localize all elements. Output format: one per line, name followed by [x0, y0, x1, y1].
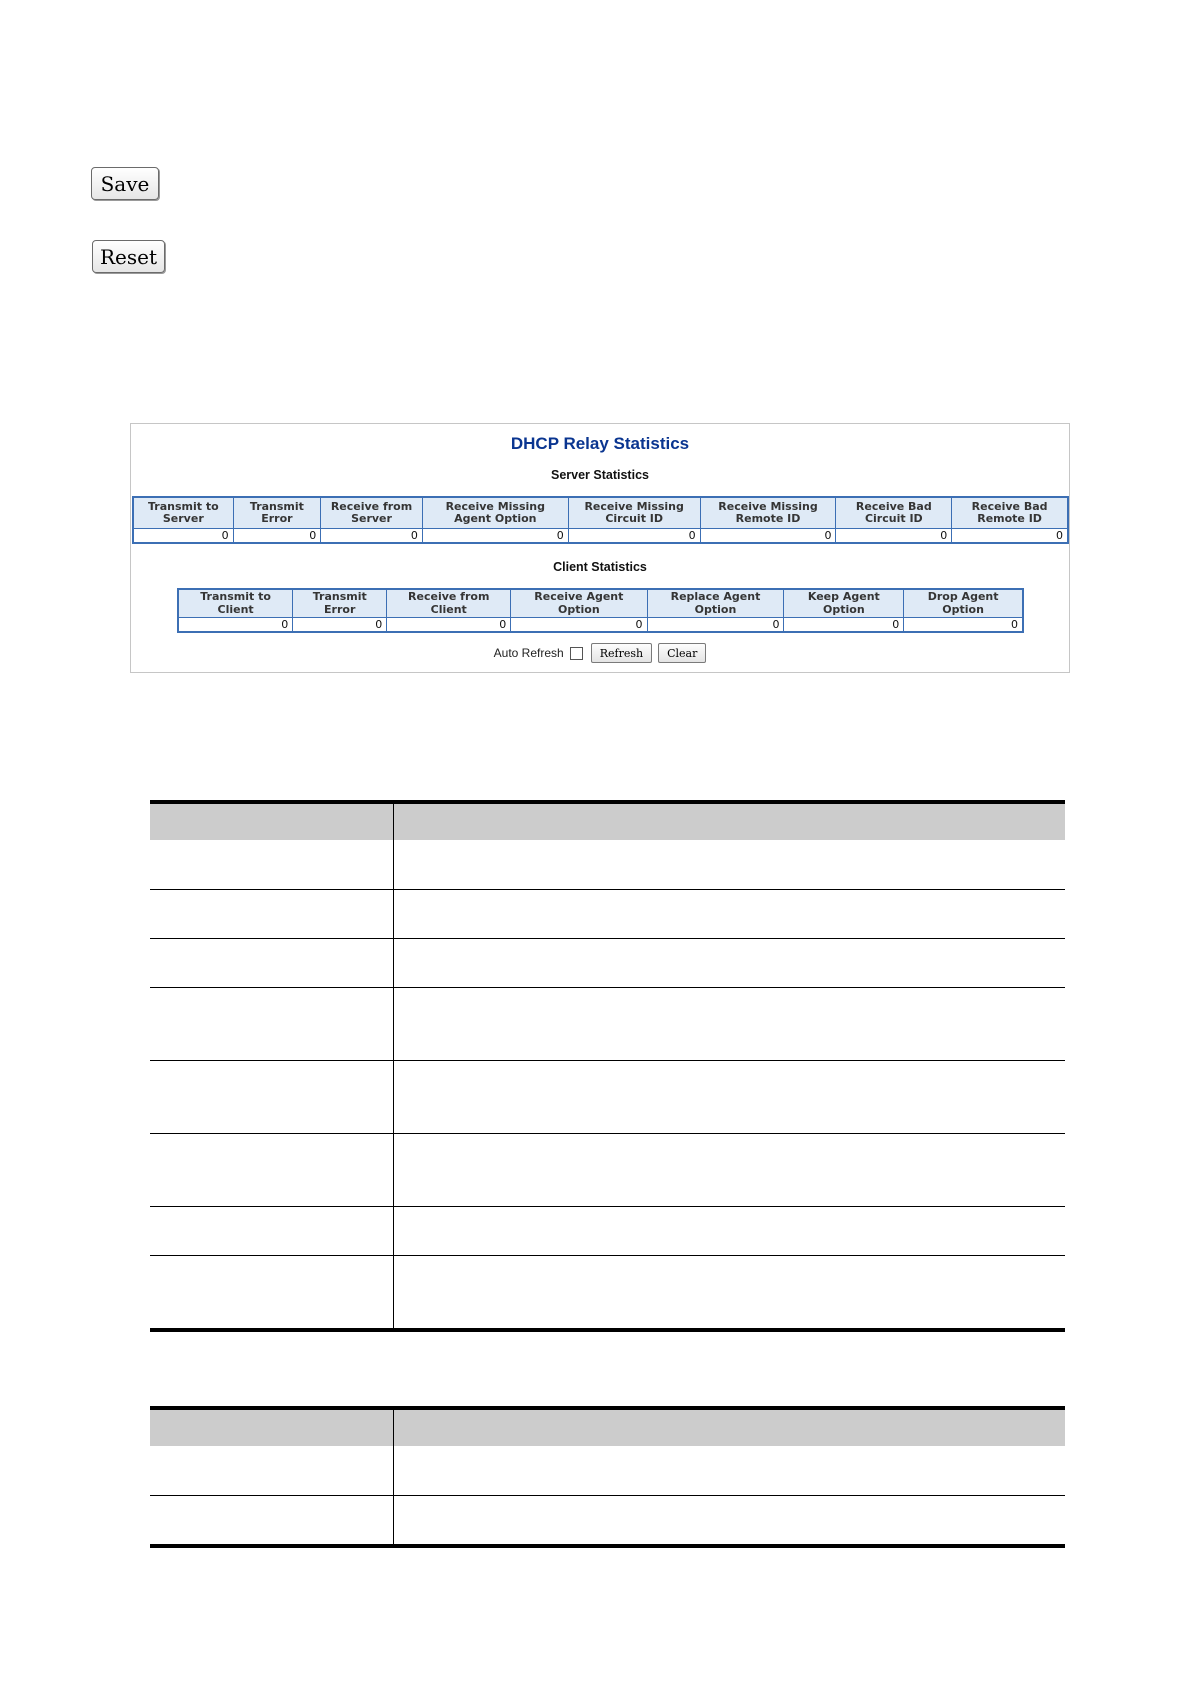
table-cell: 0	[293, 618, 387, 633]
table-header: Drop Agent Option	[904, 589, 1023, 618]
table-row	[150, 1133, 1065, 1206]
dhcp-relay-statistics-panel	[130, 423, 1070, 673]
table-cell: 0	[568, 529, 700, 544]
table-header: Transmit to Server	[133, 497, 233, 529]
table-header: Transmit Error	[293, 589, 387, 618]
client-statistics-title: Client Statistics	[553, 560, 647, 574]
table-cell: 0	[784, 618, 904, 633]
table-cell: 0	[904, 618, 1023, 633]
server-statistics-title: Server Statistics	[551, 468, 649, 482]
description-table-2	[150, 1410, 1065, 1544]
refresh-button[interactable]: Refresh	[591, 643, 652, 663]
reset-button[interactable]: Reset	[92, 240, 165, 273]
table-header: Receive Bad Remote ID	[952, 497, 1068, 529]
table-row	[150, 889, 1065, 938]
table-row	[178, 618, 1023, 633]
table-cell: 0	[233, 529, 321, 544]
table-header	[150, 1410, 394, 1446]
table-cell: 0	[511, 618, 647, 633]
clear-button[interactable]: Clear	[658, 643, 706, 663]
table-row	[150, 1060, 1065, 1133]
table-header: Transmit Error	[233, 497, 321, 529]
table-header: Receive Agent Option	[511, 589, 647, 618]
table-row	[150, 840, 1065, 889]
table-cell: 0	[387, 618, 511, 633]
panel-title: DHCP Relay Statistics	[510, 434, 690, 453]
table-cell: 0	[321, 529, 423, 544]
table-row	[150, 1206, 1065, 1255]
table-cell: 0	[422, 529, 568, 544]
table-row	[133, 529, 1068, 544]
table-bottom-rule	[150, 1544, 1065, 1548]
table-header	[394, 1410, 1066, 1446]
auto-refresh-checkbox[interactable]	[570, 647, 583, 660]
auto-refresh-label: Auto Refresh	[493, 646, 564, 660]
table-header: Receive Bad Circuit ID	[836, 497, 952, 529]
table-row	[150, 987, 1065, 1060]
table-header: Transmit to Client	[178, 589, 293, 618]
table-header-row	[150, 804, 1065, 840]
table-header: Replace Agent Option	[647, 589, 784, 618]
table-header	[394, 804, 1066, 840]
description-table-1	[150, 804, 1065, 1328]
table-cell: 0	[952, 529, 1068, 544]
save-button[interactable]: Save	[91, 167, 159, 200]
table-header: Receive Missing Remote ID	[700, 497, 836, 529]
table-header: Receive from Server	[321, 497, 423, 529]
client-statistics-table	[177, 588, 1024, 633]
refresh-controls	[131, 643, 1069, 663]
table-cell: 0	[836, 529, 952, 544]
table-header	[150, 804, 394, 840]
table-header: Receive Missing Agent Option	[422, 497, 568, 529]
table-row	[150, 1495, 1065, 1544]
table-header-row	[150, 1410, 1065, 1446]
table-row	[150, 1446, 1065, 1495]
table-cell: 0	[178, 618, 293, 633]
table-cell: 0	[133, 529, 233, 544]
table-cell: 0	[700, 529, 836, 544]
table-header: Receive Missing Circuit ID	[568, 497, 700, 529]
table-bottom-rule	[150, 1328, 1065, 1332]
table-row	[150, 938, 1065, 987]
server-statistics-table	[132, 496, 1069, 544]
table-cell: 0	[647, 618, 784, 633]
table-header: Receive from Client	[387, 589, 511, 618]
table-row	[150, 1255, 1065, 1328]
table-header: Keep Agent Option	[784, 589, 904, 618]
